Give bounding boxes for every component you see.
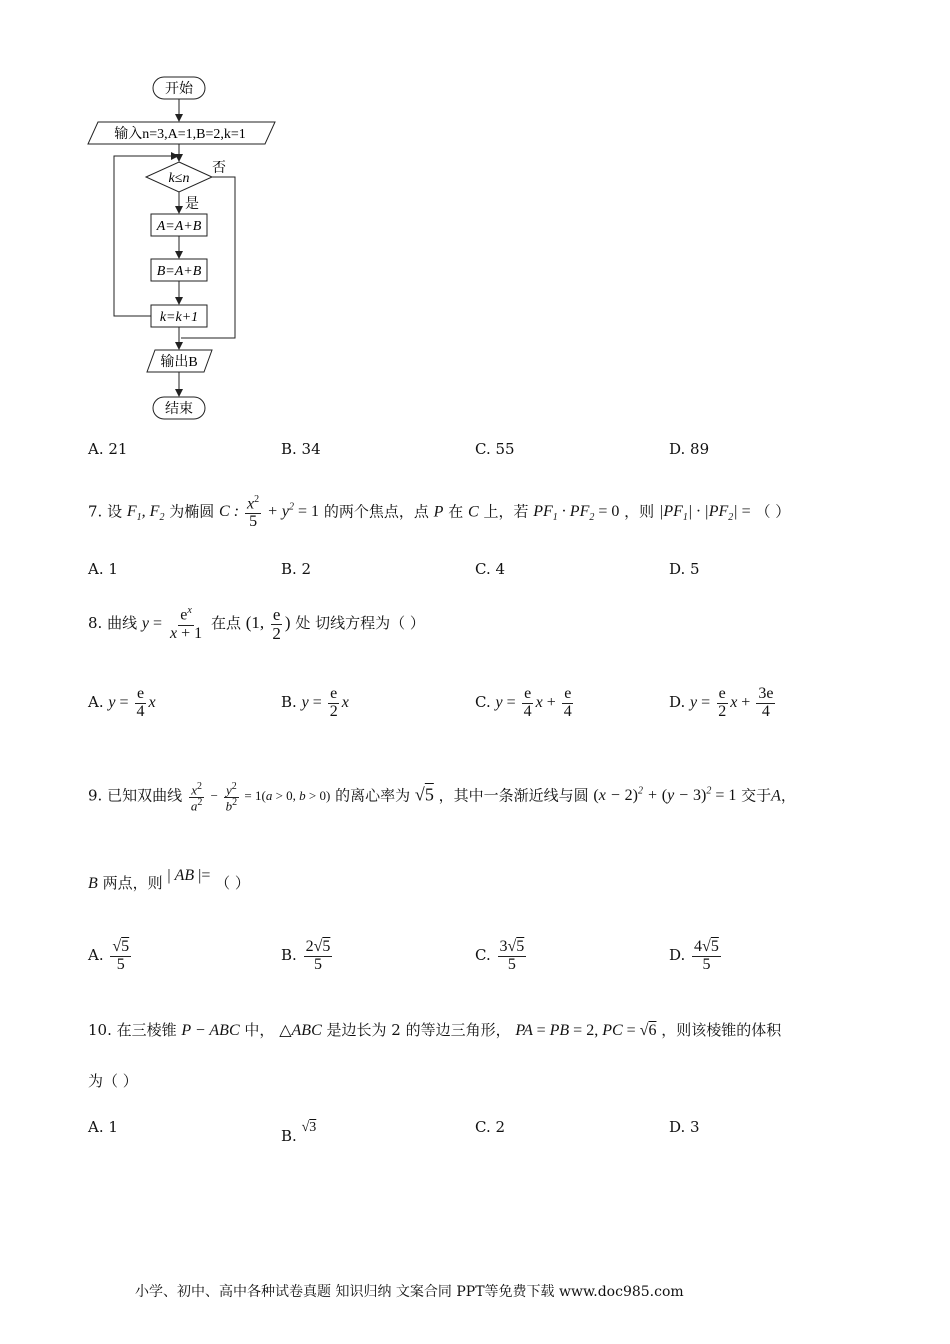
q6-option-c: C. 55 (475, 440, 515, 458)
q7-option-c: C. 4 (475, 560, 506, 578)
flow-step3-label: k=k+1 (159, 310, 199, 325)
question-8: 8. 曲线 y = $\frac{e^x}{x + 1}$ 在点 (1, $\frac{e}{2}$ ) 处 切线方程为（ ） (88, 604, 425, 643)
flow-yes-label: 是 (185, 197, 199, 212)
q7-option-a: A. 1 (88, 560, 118, 578)
flowchart (80, 70, 290, 425)
flow-input-label: 输入n=3,A=1,B=2,k=1 (114, 127, 246, 142)
q9-option-a: A. $\frac{√5}{5}$ (88, 938, 130, 973)
q9-hyperbola: $\frac{x^2}{a^2}$ − $\frac{y^2}{b^2}$ = 1(a > 0, b > 0) (190, 780, 331, 814)
q7-option-d: D. 5 (669, 560, 700, 578)
q7-condition: $PF_1 \cdot PF_2 = 0$ (533, 503, 620, 524)
q7-expression: $|PF_1| \cdot |PF_2|$ = (658, 503, 751, 524)
q6-option-a: A. 21 (88, 440, 128, 458)
q9-option-b: B. $\frac{2√5}{5}$ (281, 938, 331, 973)
question-9-line2: B 两点，则 | AB |= （ ） (88, 867, 250, 892)
question-10-line2: 为（ ） (88, 1072, 138, 1090)
question-7: 7. 设 $F_1$, $F_2$ 为椭圆 C : $\frac{x^2}{5}$ + $y^2 = 1$ 的两个焦点，点 P 在 C 上，若 $PF_1 \cdot PF_2 = 0$ ，则 $|PF_1| \cdot |PF_2|$ = （ ） (88, 493, 791, 530)
question-9: 9. 已知双曲线 $\frac{x^2}{a^2}$ − $\frac{y^2}{b^2}$ = 1(a > 0, b > 0) 的离心率为 √5 ，其中一条渐近线与圆 $(x - 2)^2 + (y - 3)^2 = 1$ 交于A， (88, 780, 796, 814)
q6-option-b: B. 34 (281, 440, 321, 458)
flow-step1-label: A=A+B (156, 219, 202, 234)
q9-ab-length: | AB |= (167, 867, 211, 884)
flow-no-label: 否 (212, 161, 226, 176)
q9-option-c: C. $\frac{3√5}{5}$ (475, 938, 525, 973)
q7-foci: $F_1$, $F_2$ (126, 503, 165, 524)
q10-option-a: A. 1 (88, 1118, 118, 1136)
q9-option-d: D. $\frac{4√5}{5}$ (669, 938, 719, 973)
question-10: 10. 在三棱锥 P − ABC 中， △ABC 是边长为 2 的等边三角形， PA = PB = 2, PC = √6 ，则该棱锥的体积 (88, 1021, 782, 1039)
q8-point: (1, $\frac{e}{2}$ ) (245, 604, 291, 643)
q10-triangle: △ABC (279, 1022, 322, 1039)
q8-curve: y = $\frac{e^x}{x + 1}$ (141, 605, 203, 642)
flow-output-label: 输出B (160, 355, 198, 370)
q8-option-d: D. y = $\frac{e}{2}$ x + $\frac{3e}{4}$ (669, 685, 774, 720)
q8-option-c: C. y = $\frac{e}{4}$ x + $\frac{e}{4}$ (475, 685, 572, 720)
q10-pyramid: P − ABC (181, 1022, 240, 1039)
q7-option-b: B. 2 (281, 560, 312, 578)
q8-option-a: A. y = $\frac{e}{4}$ x (88, 685, 156, 720)
flow-start-label: 开始 (165, 82, 193, 97)
flow-end-label: 结束 (165, 402, 193, 417)
q9-circle: $(x - 2)^2 + (y - 3)^2 = 1$ (593, 786, 737, 805)
q9-eccentricity: √5 (414, 784, 434, 805)
q10-option-c: C. 2 (475, 1118, 506, 1136)
flow-condition-label: k≤n (168, 171, 190, 186)
q10-lengths: PA = PB = 2, PC = √6 (515, 1022, 657, 1039)
flow-step2-label: B=A+B (156, 264, 202, 279)
q7-ellipse-equation: C : $\frac{x^2}{5}$ + $y^2 = 1$ (219, 493, 320, 530)
q10-option-b: B. √3 (281, 1120, 317, 1145)
q10-option-d: D. 3 (669, 1118, 700, 1136)
page-footer: 小学、初中、高中各种试卷真题 知识归纳 文案合同 PPT等免费下载 www.doc985.com (135, 1284, 684, 1300)
q6-option-d: D. 89 (669, 440, 710, 458)
q8-option-b: B. y = $\frac{e}{2}$ x (281, 685, 349, 720)
